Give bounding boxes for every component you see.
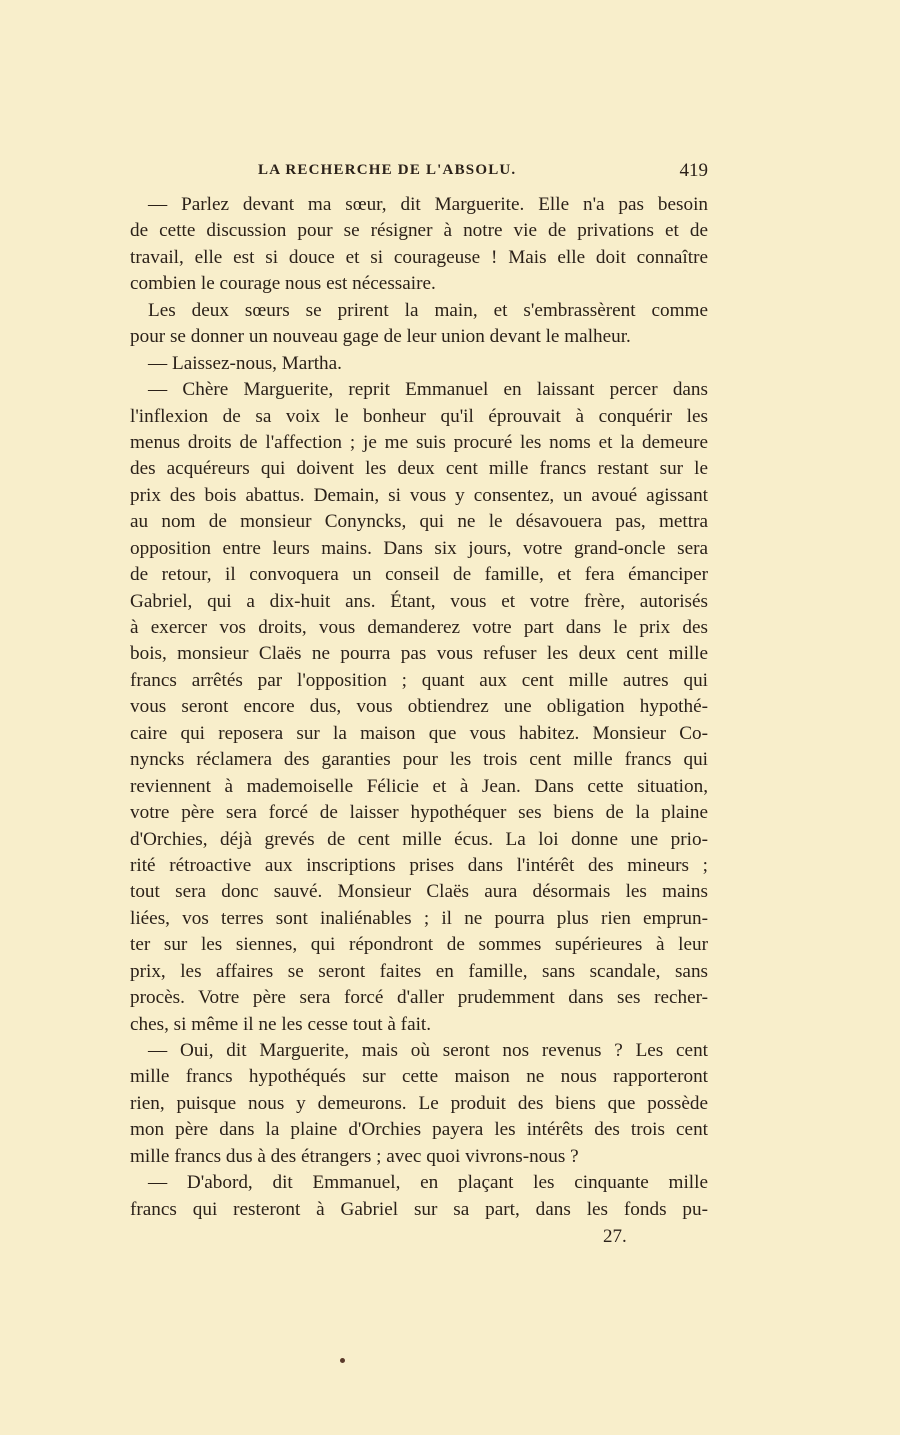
text-line: votre père sera forcé de laisser hypothéquer ses biens de la plaine [130,802,708,824]
paragraph [130,351,708,377]
text-line: rien, puisque nous y demeurons. Le produit des biens que possède [130,1092,708,1114]
text-line: des acquéreurs qui doivent les deux cent mille francs restant sur le [130,458,708,480]
text-line: francs arrêtés par l'opposition ; quant aux cent mille autres qui [130,669,708,691]
text-line: prix des bois abattus. Demain, si vous y consentez, un avoué agissant [130,484,708,506]
text-line: mon père dans la plaine d'Orchies payera les intérêts des trois cent [130,1119,708,1141]
page-number: 419 [679,160,708,181]
text-line: caire qui reposera sur la maison que vous habitez. Monsieur Co- [130,722,708,744]
text-line: bois, monsieur Claës ne pourra pas vous refuser les deux cent mille [130,643,708,665]
text-line: — Laissez-nous, Martha. [148,352,342,374]
text-line: de cette discussion pour se résigner à notre vie de privations et de [130,220,708,242]
text-line: de retour, il convoquera un conseil de famille, et fera émanciper [130,564,708,586]
text-line: mille francs dus à des étrangers ; avec quoi vivrons-nous ? [130,1145,579,1167]
text-line: — Parlez devant ma sœur, dit Marguerite. Elle n'a pas besoin [148,194,708,215]
text-line: procès. Votre père sera forcé d'aller prudemment dans ses recher- [130,987,708,1009]
text-line: l'inflexion de sa voix le bonheur qu'il éprouvait à conquérir les [130,405,708,427]
text-line: combien le courage nous est nécessaire. [130,273,436,295]
text-line: ches, si même il ne les cesse tout à fait. [130,1013,432,1035]
text-line: Gabriel, qui a dix-huit ans. Étant, vous et votre frère, autorisés [130,590,708,612]
text-line: ter sur les siennes, qui répondront de sommes supérieures à leur [130,934,708,956]
text-line: francs qui resteront à Gabriel sur sa part, dans les fonds pu- [130,1198,708,1220]
text-line: liées, vos terres sont inaliénables ; il ne pourra plus rien emprun- [130,907,708,929]
text-line: Les deux sœurs se prirent la main, et s'embrassèrent comme [148,299,708,321]
text-line: mille francs hypothéqués sur cette maison ne nous rapporteront [130,1066,708,1088]
paragraph [130,377,708,1038]
paragraph [130,1170,708,1223]
text-line: — Chère Marguerite, reprit Emmanuel en laissant percer dans [148,379,708,401]
text-line: — D'abord, dit Emmanuel, en plaçant les cinquante mille [148,1172,708,1194]
signature-mark: 27. [603,1226,627,1247]
paragraph [130,298,708,351]
ink-speck [340,1358,345,1363]
paragraph [130,192,708,298]
text-line: rité rétroactive aux inscriptions prises dans l'intérêt des mineurs ; [130,854,708,876]
text-line: pour se donner un nouveau gage de leur union devant le malheur. [130,326,631,348]
body-text [130,192,708,1223]
text-line: reviennent à mademoiselle Félicie et à Jean. Dans cette situation, [130,775,708,797]
text-line: prix, les affaires se seront faites en famille, sans scandale, sans [130,960,708,982]
text-line: — Oui, dit Marguerite, mais où seront nos revenus ? Les cent [148,1040,708,1061]
text-line: au nom de monsieur Conyncks, qui ne le désavouera pas, mettra [130,511,708,533]
running-header [130,160,708,186]
text-line: tout sera donc sauvé. Monsieur Claës aura désormais les mains [130,881,708,903]
text-line: menus droits de l'affection ; je me suis procuré les noms et la demeure [130,431,708,453]
text-line: vous seront encore dus, vous obtiendrez une obligation hypothé- [130,696,708,718]
text-line: nyncks réclamera des garanties pour les trois cent mille francs qui [130,749,708,771]
text-line: travail, elle est si douce et si courageuse ! Mais elle doit connaître [130,246,708,268]
paragraph [130,1038,708,1170]
text-line: opposition entre leurs mains. Dans six jours, votre grand-oncle sera [130,537,708,559]
text-line: à exercer vos droits, vous demanderez votre part dans le prix des [130,617,708,638]
text-line: d'Orchies, déjà grevés de cent mille écus. La loi donne une prio- [130,828,708,850]
running-title: LA RECHERCHE DE L'ABSOLU. [258,162,517,178]
